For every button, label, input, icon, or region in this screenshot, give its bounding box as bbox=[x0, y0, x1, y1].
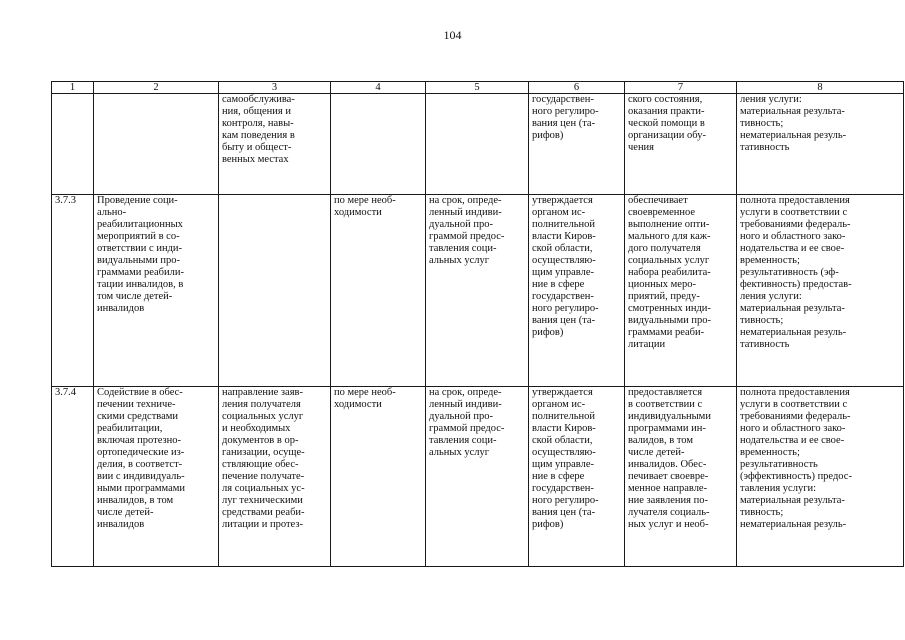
table-row-continuation bbox=[52, 94, 904, 195]
row-number-cell: 3.7.4 bbox=[52, 387, 94, 567]
column-number: 3 bbox=[219, 82, 331, 94]
column-number: 2 bbox=[94, 82, 219, 94]
conditions-cell: предоставляется в соответствии с индивидуальными программами ин- валидов, в том числе детей- инвалидов. Обес- печивает своевре- менное направле- ние заявления по- лучателя социаль- ных услуг и необ- bbox=[625, 387, 737, 567]
column-number: 8 bbox=[737, 82, 904, 94]
conditions-cell: обеспечивает своевременное выполнение опти- мального для каж- дого получателя социальных услуг набора реабилита- ционных меро- приятий, преду- смотренных инди- видуальными про- граммами реаби- литации bbox=[625, 195, 737, 387]
frequency-cell: по мере необ- ходимости bbox=[331, 387, 426, 567]
service-name-cell: Содействие в обес- печении техниче- скими средствами реабилитации, включая протезно- ортопедические из- делия, в соответст- вии с индивидуаль- ными программами инвалидов, в том числе детей- инвалидов bbox=[94, 387, 219, 567]
quality-indicators-cell: полнота предоставления услуги в соответствии с требованиями федераль- ного и областного зако- нодательства и ее свое- временность; результативность (эффективность) предос- тавления услуги: материальная результа- тивность; нематериальная резуль- bbox=[737, 387, 904, 567]
service-description-cell bbox=[219, 195, 331, 387]
row-number-cell: 3.7.3 bbox=[52, 195, 94, 387]
service-description-cell: направление заяв- ления получателя социальных услуг и необходимых документов в ор- ганизации, осуще- ствляющие обес- печение получате- ля социальных ус- луг техническими средствами реаби- литации и протез- bbox=[219, 387, 331, 567]
term-cell: на срок, опреде- ленный индиви- дуальной про- граммой предос- тавления соци- альных услуг bbox=[426, 387, 529, 567]
frequency-cell: по мере необ- ходимости bbox=[331, 195, 426, 387]
page-number: 104 bbox=[443, 28, 462, 42]
row-number-cell bbox=[52, 94, 94, 195]
column-number: 1 bbox=[52, 82, 94, 94]
frequency-cell bbox=[331, 94, 426, 195]
term-cell bbox=[426, 94, 529, 195]
column-number: 5 bbox=[426, 82, 529, 94]
service-name-cell bbox=[94, 94, 219, 195]
column-number-row bbox=[52, 82, 904, 94]
table-row-3-7-4 bbox=[52, 387, 904, 567]
tariff-cell: утверждается органом ис- полнительной власти Киров- ской области, осуществляю- щим управле- ние в сфере государствен- ного регулиро- вания цен (та- рифов) bbox=[529, 195, 625, 387]
services-table bbox=[51, 81, 904, 567]
quality-indicators-cell: полнота предоставления услуги в соответствии с требованиями федераль- ного и областного зако- нодательства и ее свое- временность; результативность (эф- фективность) предостав- ления услуги: материальная результа- тивность; нематериальная резуль- тативность bbox=[737, 195, 904, 387]
conditions-cell: ского состояния, оказания практи- ческой помощи в организации обу- чения bbox=[625, 94, 737, 195]
column-number: 6 bbox=[529, 82, 625, 94]
term-cell: на срок, опреде- ленный индиви- дуальной про- граммой предос- тавления соци- альных услуг bbox=[426, 195, 529, 387]
tariff-cell: утверждается органом ис- полнительной власти Киров- ской области, осуществляю- щим управле- ние в сфере государствен- ного регулиро- вания цен (та- рифов) bbox=[529, 387, 625, 567]
tariff-cell: государствен- ного регулиро- вания цен (та- рифов) bbox=[529, 94, 625, 195]
service-description-cell: самообслужива- ния, общения и контроля, навы- кам поведения в быту и общест- венных местах bbox=[219, 94, 331, 195]
quality-indicators-cell: ления услуги: материальная результа- тивность; нематериальная резуль- тативность bbox=[737, 94, 904, 195]
column-number: 4 bbox=[331, 82, 426, 94]
table-row-3-7-3 bbox=[52, 195, 904, 387]
column-number: 7 bbox=[625, 82, 737, 94]
service-name-cell: Проведение соци- ально- реабилитационных мероприятий в со- ответствии с инди- видуальными про- граммами реабили- тации инвалидов, в том числе детей- инвалидов bbox=[94, 195, 219, 387]
